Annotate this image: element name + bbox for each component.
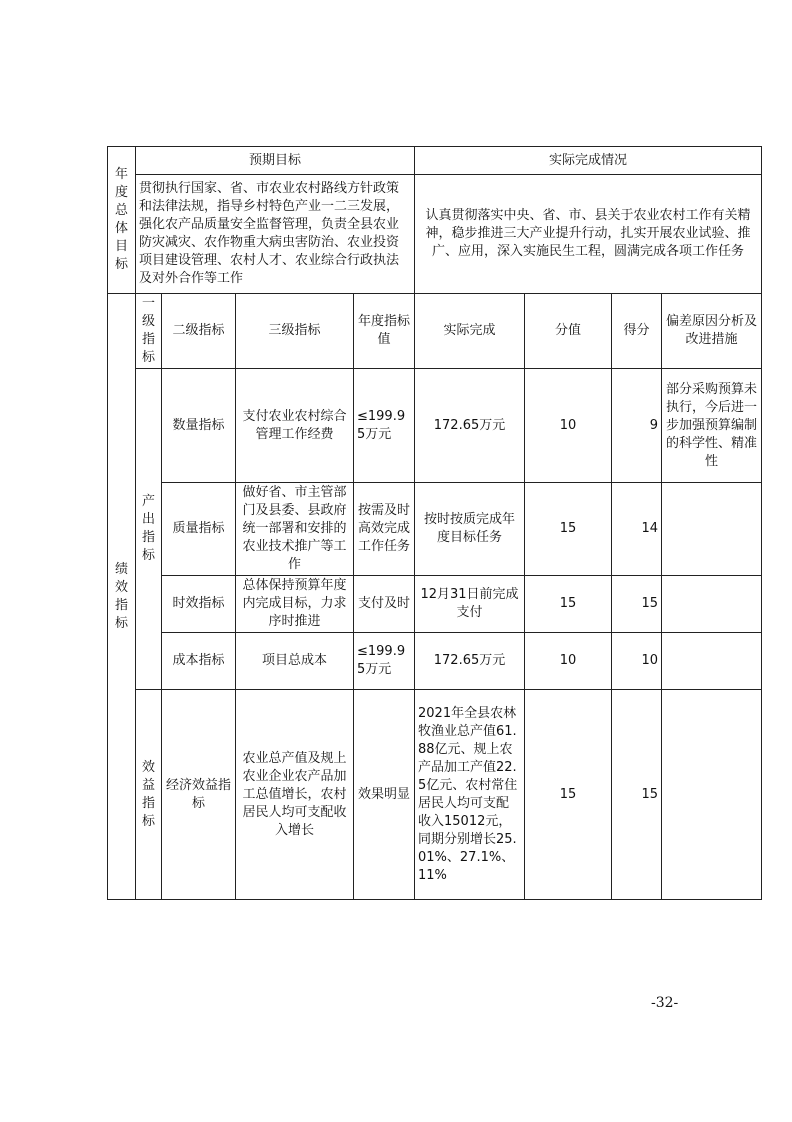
row-deviation bbox=[662, 690, 762, 900]
row-actual: 172.65万元 bbox=[415, 633, 525, 690]
perf-indicator-label: 绩效指标 bbox=[108, 294, 136, 900]
header-level2: 二级指标 bbox=[162, 294, 236, 369]
row-annual-value: 按需及时高效完成工作任务 bbox=[354, 483, 415, 576]
actual-completion-text: 认真贯彻落实中央、省、市、县关于农业农村工作有关精神，稳步推进三大产业提升行动，扎实开展农业试验、推广、应用，深入实施民生工程，圆满完成各项工作任务 bbox=[415, 175, 762, 294]
row-actual: 2021年全县农林牧渔业总产值61.88亿元、规上农产品加工产值22.5亿元、农村常住居民人均可支配收入15012元，同期分别增长25.01%、27.1%、11% bbox=[415, 690, 525, 900]
row-score: 9 bbox=[612, 369, 662, 483]
header-score: 得分 bbox=[612, 294, 662, 369]
row-annual-value: 支付及时 bbox=[354, 576, 415, 633]
header-deviation: 偏差原因分析及改进措施 bbox=[662, 294, 762, 369]
row-actual: 按时按质完成年度目标任务 bbox=[415, 483, 525, 576]
row-deviation bbox=[662, 483, 762, 576]
row-actual: 172.65万元 bbox=[415, 369, 525, 483]
row-score: 14 bbox=[612, 483, 662, 576]
row-annual-value: 效果明显 bbox=[354, 690, 415, 900]
row-score-value: 15 bbox=[525, 483, 612, 576]
row-annual-value: ≤199.95万元 bbox=[354, 369, 415, 483]
row-annual-value: ≤199.95万元 bbox=[354, 633, 415, 690]
group-benefit: 效益指标 bbox=[136, 690, 162, 900]
header-level3: 三级指标 bbox=[236, 294, 354, 369]
row-level2: 时效指标 bbox=[162, 576, 236, 633]
row-actual: 12月31日前完成支付 bbox=[415, 576, 525, 633]
expected-goal-text: 贯彻执行国家、省、市农业农村路线方针政策和法律法规，指导乡村特色产业一二三发展，强化农产品质量安全监督管理，负责全县农业防灾减灾、农作物重大病虫害防治、农业投资项目建设管理、农村人才、农业综合行政执法及对外合作等工作 bbox=[136, 175, 415, 294]
row-level3: 农业总产值及规上农业企业农产品加工总值增长，农村居民人均可支配收入增长 bbox=[236, 690, 354, 900]
header-annual-value: 年度指标值 bbox=[354, 294, 415, 369]
row-level3: 总体保持预算年度内完成目标，力求序时推进 bbox=[236, 576, 354, 633]
annual-goal-label: 年度总体目标 bbox=[108, 147, 136, 294]
row-score: 10 bbox=[612, 633, 662, 690]
row-level3: 项目总成本 bbox=[236, 633, 354, 690]
row-score: 15 bbox=[612, 576, 662, 633]
row-level2: 质量指标 bbox=[162, 483, 236, 576]
row-deviation bbox=[662, 633, 762, 690]
row-deviation bbox=[662, 576, 762, 633]
row-level3: 支付农业农村综合管理工作经费 bbox=[236, 369, 354, 483]
row-level3: 做好省、市主管部门及县委、县政府统一部署和安排的农业技术推广等工作 bbox=[236, 483, 354, 576]
row-score: 15 bbox=[612, 690, 662, 900]
row-deviation: 部分采购预算未执行，今后进一步加强预算编制的科学性、精准性 bbox=[662, 369, 762, 483]
row-score-value: 10 bbox=[525, 369, 612, 483]
header-score-value: 分值 bbox=[525, 294, 612, 369]
header-actual: 实际完成 bbox=[415, 294, 525, 369]
header-level1: 一级指标 bbox=[136, 294, 162, 369]
performance-table bbox=[107, 146, 762, 900]
row-level2: 数量指标 bbox=[162, 369, 236, 483]
row-level2: 成本指标 bbox=[162, 633, 236, 690]
page-number: -32- bbox=[651, 995, 679, 1011]
expected-goal-header: 预期目标 bbox=[136, 147, 415, 175]
row-level2: 经济效益指标 bbox=[162, 690, 236, 900]
actual-header: 实际完成情况 bbox=[415, 147, 762, 175]
row-score-value: 10 bbox=[525, 633, 612, 690]
group-output: 产出指标 bbox=[136, 369, 162, 690]
row-score-value: 15 bbox=[525, 576, 612, 633]
row-score-value: 15 bbox=[525, 690, 612, 900]
